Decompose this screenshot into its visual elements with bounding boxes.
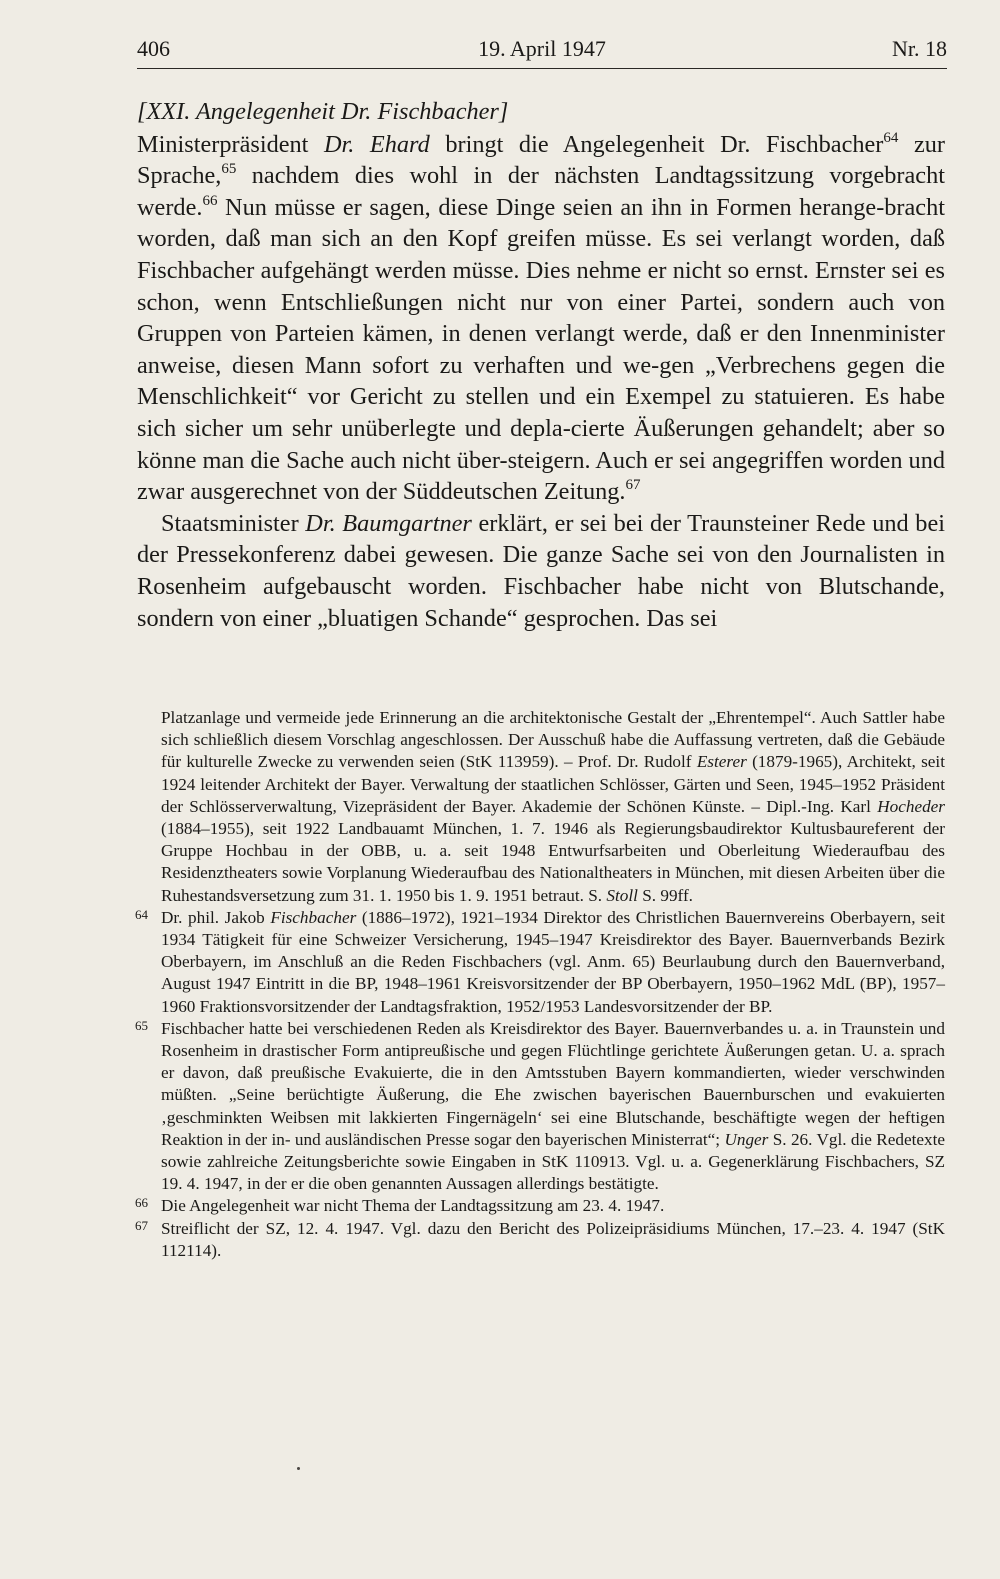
text-run: (1879-1965), Architekt, seit 1924 leitender Architekt der Bayer. Verwaltung der staatlichen Schlösser, Gärten und Seen, 1945–1952 Präsident der Schlösserverwaltung, Vizepräsident der Bayer. Akademie der Schönen Künste. – Dipl.-Ing. Karl (161, 752, 945, 816)
source-name: Unger (724, 1129, 769, 1149)
text-run: zur Sprache, (137, 130, 945, 190)
footnote-67 (135, 1218, 945, 1262)
text-run: erklärt, er sei bei der Traunsteiner Rede und bei der Pressekonferenz dabei gewesen. Die ganze Sache sei von den Journalisten in Rosenheim aufgebauscht worden. Fischbacher habe nicht von Blutschande, sondern von einer „bluatigen Schande“ gesprochen. Das sei (137, 509, 945, 632)
footnotes (135, 707, 945, 1262)
footnote-number: 67 (135, 1217, 148, 1233)
text-run: Staatsminister (161, 509, 306, 537)
footnote-ref: 67 (625, 477, 641, 494)
text-run: Fischbacher hatte bei verschiedenen Reden als Kreisdirektor des Bayer. Bauernverbandes u. a. in Traunstein und Rosenheim in drastischer Form antipreußische und gegen Flüchtlinge gerichtete Äußerungen getan. U. a. sprach er davon, daß preußische Evakuierte, die in den Amtsstuben Bayern kommandierten, wieder verschwinden müßten. „Seine berüchtigte Äußerung, die Ehe zwischen bayerischen Bauernburschen und evakuierten ‚geschminkten Weibsen mit lakkierten Fingernägeln‘ sei eine Blutschande, beschäftigte wegen der heftigen Reaktion in der in- und ausländischen Presse sogar den bayerischen Ministerrat“; (161, 1018, 945, 1149)
ink-speck (297, 1467, 300, 1470)
footnote-continuation (135, 707, 945, 907)
paragraph-baumgartner (137, 508, 945, 634)
section-title: [XXI. Angelegenheit Dr. Fischbacher] (137, 98, 509, 125)
text-run: nachdem dies wohl in der nächsten Landtagssitzung vorgebracht werde. (137, 162, 945, 221)
paragraph-ehard (137, 129, 945, 508)
main-text (137, 96, 945, 634)
text-run: (1886–1972), 1921–1934 Direktor des Christlichen Bauernvereins Oberbayern, seit 1934 Tätigkeit für eine Schweizer Versicherung, 1945–1947 Kreisdirektor des Bayer. Bauernverbands Bezirk Oberbayern, im Anschluß an die Reden Fischbachers (vgl. Anm. 65) Beurlaubung durch den Bauernverband, August 1947 Eintritt in die BP, 1948–1961 Kreisvorsitzender der BP Oberbayern, 1950–1962 MdL (BP), 1957–1960 Fraktionsvorsitzender der Landtagsfraktion, 1952/1953 Landesvorsitzender der BP. (161, 907, 945, 1016)
text-run: Platzanlage und vermeide jede Erinnerung an die architektonische Gestalt der „Ehrentempel“. Auch Sattler habe sich schließlich diesem Vorschlag angeschlossen. Der Ausschuß habe die Auffassung vertreten, daß die Gebäude für kulturelle Zwecke zu verwenden seien (StK 113959). – Prof. Dr. Rudolf (161, 708, 945, 772)
text-run: Dr. phil. Jakob (161, 907, 271, 927)
speaker-name: Dr. Baumgartner (305, 509, 472, 537)
footnote-number: 64 (135, 906, 148, 922)
footnote-66 (135, 1195, 945, 1217)
text-run: Nun müsse er sagen, diese Dinge seien an ihn in Formen herange-bracht worden, daß man sich an den Kopf greifen müsse. Es sei verlangt worden, daß Fischbacher aufgehängt werden müsse. Dies nehme er nicht so ernst. Ernster sei es schon, wenn Entschließungen nicht nur von einer Partei, sondern auch von Gruppen von Parteien kämen, in denen verlangt werde, daß er den Innenminister anweise, diesen Mann sofort zu verhaften und we-gen „Verbrechens gegen die Menschlichkeit“ vor Gericht zu stellen und ein Exempel zu statuieren. Es habe sich sicher um sehr unüberlegte und depla-cierte Äußerungen gehandelt; aber so könne man die Sache auch nicht über-steigern. Auch er sei angegriffen worden und zwar ausgerechnet von der Süddeutschen Zeitung. (137, 193, 946, 506)
footnote-64 (135, 907, 945, 1018)
text-run: S. 26. Vgl. die Redetexte sowie zahlreiche Zeitungsberichte sowie Eingaben in StK 110913. Vgl. u. a. Gegenerklärung Fischbachers, SZ 19. 4. 1947, in der er die oben genannten Aussagen allerdings bestätigte. (161, 1129, 946, 1194)
text-run: Streiflicht der SZ, 12. 4. 1947. Vgl. dazu den Bericht des Polizeipräsidiums München, 17.–23. 4. 1947 (StK 112114). (161, 1218, 945, 1260)
footnote-65 (135, 1018, 945, 1196)
running-header (137, 34, 947, 69)
speaker-name: Dr. Ehard (323, 130, 430, 158)
issue-number: Nr. 18 (892, 36, 947, 61)
text-run: S. 99ff. (637, 885, 693, 905)
text-run: Ministerpräsident (137, 130, 324, 158)
person-name: Esterer (696, 752, 747, 772)
footnote-number: 65 (135, 1017, 148, 1033)
footnote-ref: 65 (221, 161, 237, 178)
text-run: (1884–1955), seit 1922 Landbauamt München, 1. 7. 1946 als Regierungsbaudirektor Kultusbaureferent der Gruppe Hochbau in der OBB, u. a. seit 1948 Entwurfsarbeiten und Oberleitung Wiederaufbau des Residenztheaters sowie Vorplanung Wiederaufbau des Nationaltheaters in München, mit diesen Arbeiten über die Ruhestandsversetzung zum 31. 1. 1950 bis 1. 9. 1951 betraut. S. (161, 819, 945, 905)
footnote-ref: 66 (202, 192, 218, 209)
page-number: 406 (137, 36, 170, 61)
person-name: Fischbacher (270, 907, 357, 927)
person-name: Hocheder (877, 796, 945, 816)
text-run: Die Angelegenheit war nicht Thema der Landtagssitzung am 23. 4. 1947. (161, 1196, 665, 1216)
text-run: bringt die Angelegenheit Dr. Fischbacher (429, 130, 884, 158)
footnote-ref: 64 (883, 129, 899, 146)
header-date: 19. April 1947 (478, 36, 606, 61)
source-name: Stoll (606, 885, 638, 905)
footnote-number: 66 (135, 1195, 148, 1211)
